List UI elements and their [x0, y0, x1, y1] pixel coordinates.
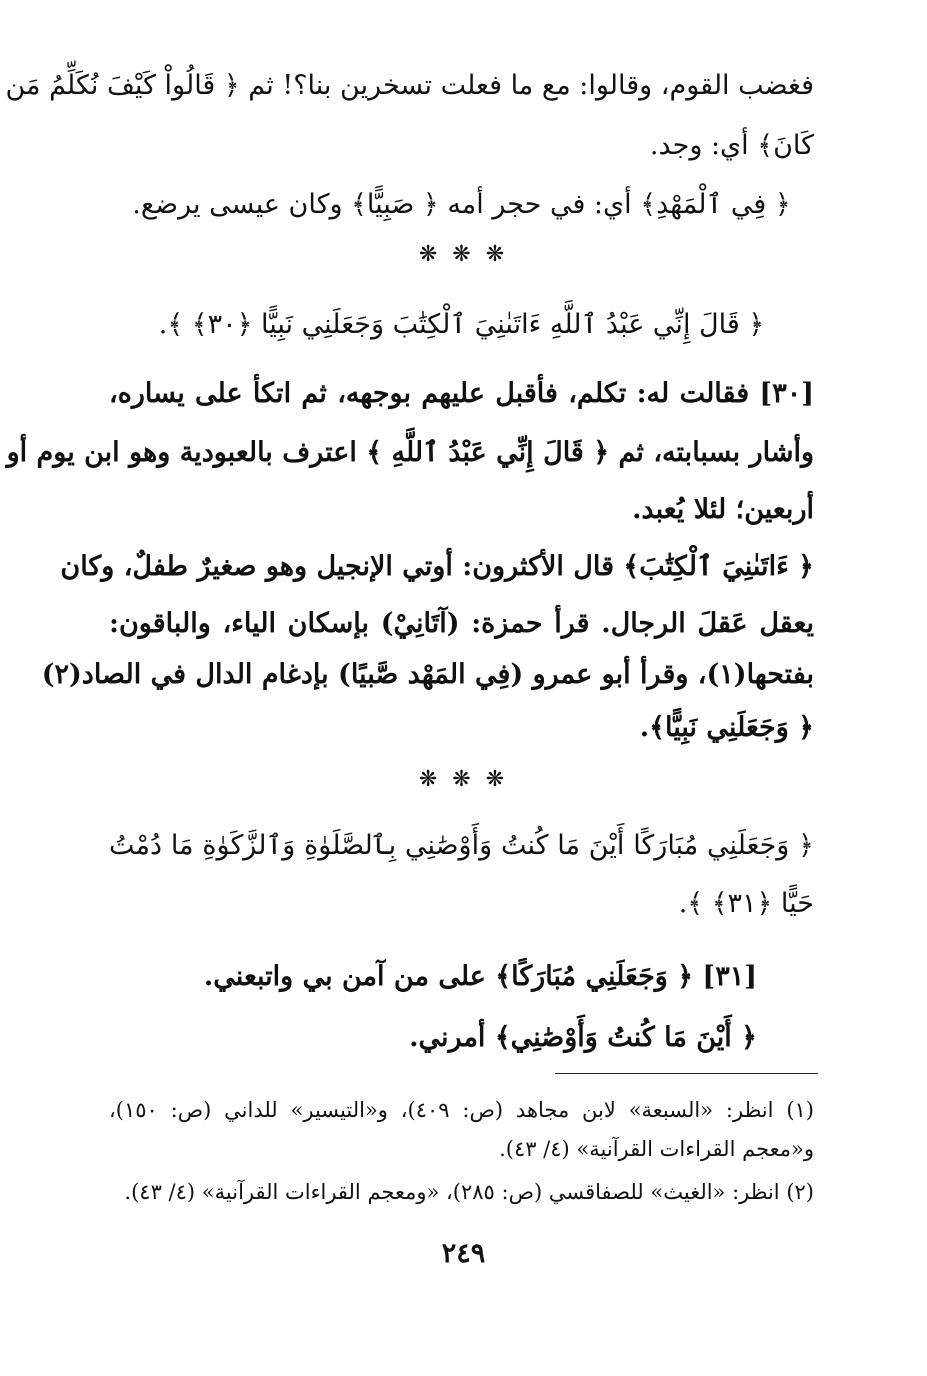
text-line-3: ﴿ فِي ٱلْمَهْدِ﴾ أي: في حجر أمه ﴿ صَبِيًّا﴾ وكان عيسى يرضع. — [132, 189, 791, 220]
text-line-4: [٣٠] فقالت له: تكلم، فأقبل عليهم بوجهه، ثم اتكأ على يساره، — [109, 378, 814, 409]
footnote-1-line-2: و«معجم القراءات القرآنية» (٤/ ٤٣). — [499, 1137, 814, 1161]
text-line-5: وأشار بسبابته، ثم ﴿ قَالَ إِنِّي عَبْدُ ٱللَّهِ ﴾ اعترف بالعبودية وهو ابن يوم أو — [6, 437, 814, 468]
page-number: ٢٤٩ — [441, 1238, 486, 1269]
footnote-2: (٢) انظر: «الغيث» للصفاقسي (ص: ٢٨٥)، «ومعجم القراءات القرآنية» (٤/ ٤٣). — [124, 1180, 814, 1204]
text-line-2: كَانَ﴾ أي: وجد. — [649, 130, 814, 161]
text-line-12: ﴿ أَيْنَ مَا كُنتُ وَأَوْصَٰنِي﴾ أمرني. — [409, 1022, 757, 1053]
text-line-7: ﴿ ءَاتَىٰنِيَ ٱلْكِتَٰبَ﴾ قال الأكثرون: أوتي الإنجيل وهو صغيرٌ طفلٌ، وكان — [60, 551, 814, 582]
text-line-8: يعقل عَقلَ الرجال. قرأ حمزة: (آتَانِيْ) بإسكان الياء، والباقون: — [109, 608, 814, 639]
text-line-1: فغضب القوم، وقالوا: مع ما فعلت تسخرين بنا؟! ثم ﴿ قَالُواْ كَيْفَ نُكَلِّمُ مَن — [5, 70, 814, 101]
text-line-11: [٣١] ﴿ وَجَعَلَنِي مُبَارَكًا﴾ على من آمن بي واتبعني. — [203, 961, 757, 992]
text-line-6: أربعين؛ لئلا يُعبد. — [632, 494, 814, 525]
verse-31-line-2: حَيًّا ﴿٣١﴾ ﴾. — [678, 888, 814, 919]
footnote-divider — [555, 1073, 818, 1074]
footnote-1-line-1: (١) انظر: «السبعة» لابن مجاهد (ص: ٤٠٩)، و«التيسير» للداني (ص: ١٥٠)، — [109, 1098, 814, 1122]
verse-30: ﴿ قَالَ إِنِّي عَبْدُ ٱللَّهِ ءَاتَىٰنِيَ ٱلْكِتَٰبَ وَجَعَلَنِي نَبِيًّا ﴿٣٠﴾ ﴾. — [158, 309, 765, 340]
text-line-9: بفتحها(١)، وقرأ أبو عمرو (فِي المَهْد صَّبيًا) بإدغام الدال في الصاد(٢) — [41, 659, 814, 690]
text-line-10: ﴿ وَجَعَلَنِي نَبِيًّا﴾. — [639, 712, 814, 743]
section-separator-1: ❋ ❋ ❋ — [418, 242, 509, 267]
section-separator-2: ❋ ❋ ❋ — [418, 767, 509, 792]
verse-31-line-1: ﴿ وَجَعَلَنِي مُبَارَكًا أَيْنَ مَا كُنتُ وَأَوْصَٰنِي بِٱلصَّلَوٰةِ وَٱلزَّكَوٰةِ مَا دُمْتُ — [109, 830, 814, 861]
